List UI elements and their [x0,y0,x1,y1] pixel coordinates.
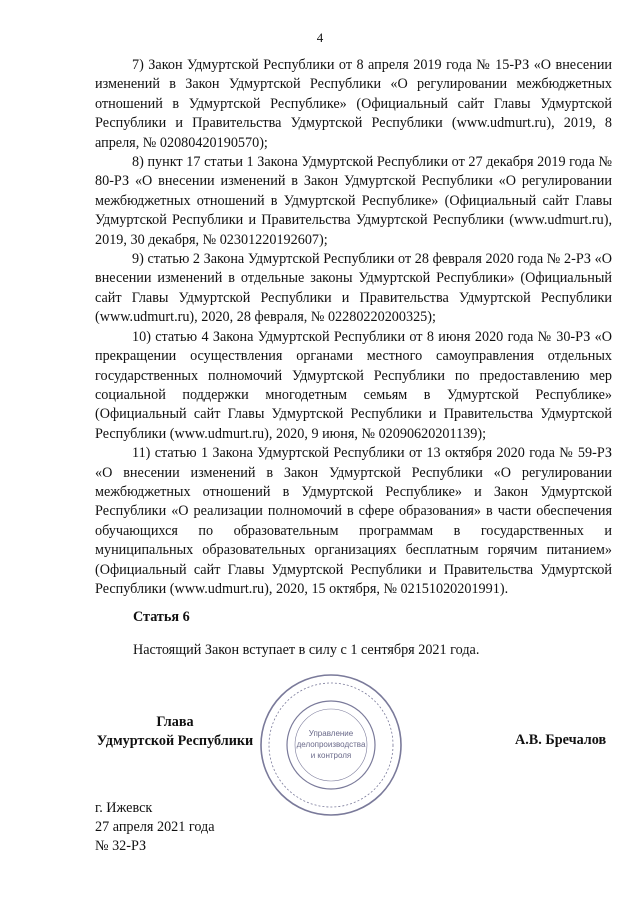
article-title: Статья 6 [133,609,190,625]
list-item: 11) статью 1 Закона Удмуртской Республики от 13 октября 2020 года № 59-РЗ «О внесении изменений в Закон Удмуртской Республики «О регулировании межбюджетных отношений в Удмуртской Республике» и Закон Удмуртской Республики «О реализации полномочий в сфере образования» в части обеспечения обучающихся по образовательным программам в государственных и муниципальных образовательных организациях бесплатным горячим питанием» (Официальный сайт Главы Удмуртской Республики и Правительства Удмуртской Республики (www.udmurt.ru), 2020, 15 октября, № 02151020201991). [95,445,612,597]
article-text: Настоящий Закон вступает в силу с 1 сентября 2021 года. [133,642,480,658]
list-item: 9) статью 2 Закона Удмуртской Республики от 28 февраля 2020 года № 2-РЗ «О внесении изменений в отдельные законы Удмуртской Республики» (Официальный сайт Главы Удмуртской Республики и Правительства Удмуртской Республики (www.udmurt.ru), 2020, 28 февраля, № 02280220200325); [95,251,612,326]
list-item: 7) Закон Удмуртской Республики от 8 апреля 2019 года № 15-РЗ «О внесении изменений в Закон Удмуртской Республики «О регулировании межбюджетных отношений в Удмуртской Республике» (Официальный сайт Главы Удмуртской Республики и Правительства Удмуртской Республики (www.udmurt.ru), 2019, 8 апреля, № 02080420190570); [95,57,612,151]
signatory-title-line2: Удмуртской Республики [96,733,254,749]
signatory-title [95,713,255,751]
seal-center-text: делопроизводства [296,740,366,749]
law-number: № 32-РЗ [95,838,147,854]
signatory-name: А.В. Бречалов [515,732,607,748]
city: г. Ижевск [95,800,153,816]
seal-center-text: и контроля [310,751,352,760]
document-footer [95,799,215,856]
seal-center-text: Управление [308,729,354,738]
list-item: 10) статью 4 Закона Удмуртской Республики от 8 июня 2020 года № 30-РЗ «О прекращении осуществления органами местного самоуправления отдельных государственных полномочий Удмуртской Республики по предоставлению мер социальной поддержки многодетным семьям в Удмуртской Республике» (Официальный сайт Главы Удмуртской Республики и Правительства Удмуртской Республики (www.udmurt.ru), 2020, 9 июня, № 02090620201139); [95,328,612,442]
official-seal [256,670,406,820]
document-body [95,56,612,599]
list-item: 8) пункт 17 статьи 1 Закона Удмуртской Республики от 27 декабря 2019 года № 80-РЗ «О внесении изменений в Закон Удмуртской Республики «О регулировании межбюджетных отношений в Удмуртской Республике» (Официальный сайт Главы Удмуртской Республики и Правительства Удмуртской Республики (www.udmurt.ru), 2019, 30 декабря, № 02301220192607); [95,154,612,248]
signatory-title-line1: Глава [156,714,194,730]
page-number: 4 [316,30,324,45]
date: 27 апреля 2021 года [95,819,215,835]
